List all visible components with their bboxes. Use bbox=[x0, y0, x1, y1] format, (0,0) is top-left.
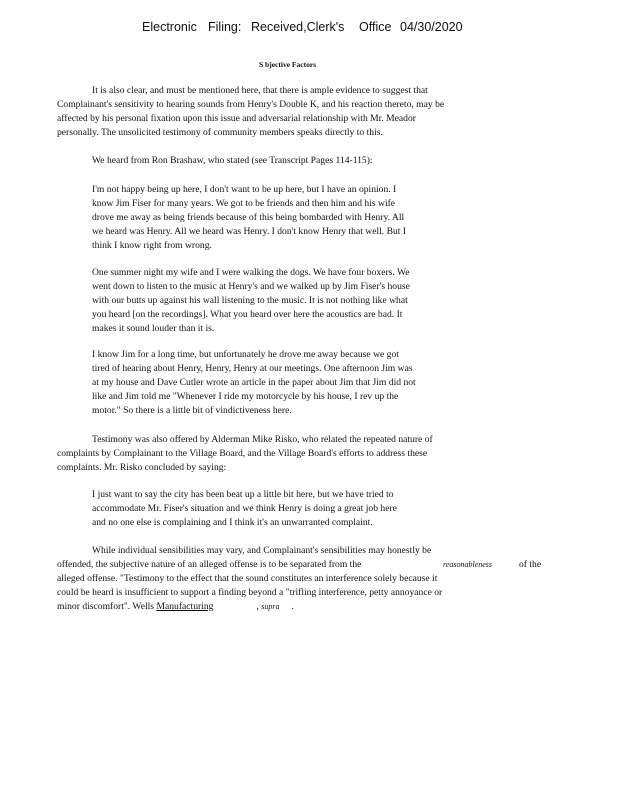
paragraph-line: personally. The unsolicited testimony of community members speaks directly to this. bbox=[57, 127, 383, 138]
quote-2 bbox=[92, 266, 410, 336]
paragraph-line: Testimony was also offered by Alderman Mike Risko, who related the repeated nature of bbox=[92, 434, 433, 445]
paragraph-line: complaints. Mr. Risko concluded by saying: bbox=[57, 462, 227, 473]
emphasis-reasonableness: reasonableness bbox=[443, 560, 493, 569]
paragraph-line: While individual sensibilities may vary, and Complainant's sensibilities may honestly be bbox=[92, 545, 432, 556]
quote-4 bbox=[92, 488, 397, 530]
quote-line: we heard was Henry. All we heard was Henry. I don't know Henry that well. But I bbox=[92, 226, 407, 237]
paragraph-3 bbox=[57, 433, 433, 475]
quote-line: know Jim Fiser for many years. We got to be friends and then him and his wife bbox=[92, 198, 396, 209]
quote-line: like and Jim told me "Whenever I ride my motorcycle by his house, I rev up the bbox=[92, 391, 399, 402]
header-filing: Filing: bbox=[208, 20, 242, 34]
quote-line: I'm not happy being up here, I don't want to be up here, but I have an opinion. I bbox=[92, 184, 397, 195]
paragraph-2 bbox=[92, 154, 373, 168]
header-received: Received,Clerk's bbox=[251, 20, 345, 34]
citation-supra: supra bbox=[261, 602, 280, 611]
paragraph-line: It is also clear, and must be mentioned here, that there is ample evidence to suggest that bbox=[92, 85, 428, 96]
paragraph-4 bbox=[57, 544, 547, 614]
quote-line: I just want to say the city has been beat up a little bit here, but we have tried to bbox=[92, 489, 394, 500]
paragraph-line: Complainant's sensitivity to hearing sounds from Henry's Double K, and his reaction thereto, may be bbox=[57, 99, 445, 110]
section-title: S bjective Factors bbox=[259, 60, 317, 69]
header-date: 04/30/2020 bbox=[400, 20, 463, 34]
quote-line: at my house and Dave Cutler wrote an article in the paper about Jim that Jim did not bbox=[92, 377, 416, 388]
quote-line: motor." So there is a little bit of vindictiveness here. bbox=[92, 405, 292, 416]
header-office: Office bbox=[359, 20, 392, 34]
paragraph-text: offended, the subjective nature of an alleged offense is to be separated from the bbox=[57, 559, 362, 570]
quote-line: One summer night my wife and I were walking the dogs. We have four boxers. We bbox=[92, 267, 410, 278]
header-electronic: Electronic bbox=[142, 20, 197, 34]
quote-line: you heard [on the recordings]. What you heard over here the acoustics are bad. It bbox=[92, 309, 403, 320]
paragraph-line: could be heard is insufficient to support a finding beyond a "trifling interference, petty annoyance or bbox=[57, 587, 443, 598]
quote-3 bbox=[92, 348, 416, 418]
citation-case-name: Manufacturing bbox=[156, 601, 214, 612]
paragraph-line: alleged offense. "Testimony to the effect that the sound constitutes an interference solely because it bbox=[57, 573, 438, 584]
quote-line: went down to listen to the music at Henry's and we walked up by Jim Fiser's house bbox=[92, 281, 410, 292]
paragraph-text: , bbox=[256, 601, 262, 612]
quote-1 bbox=[92, 183, 406, 253]
quote-line: and no one else is complaining and I think it's an unwarranted complaint. bbox=[92, 517, 373, 528]
paragraph-line: complaints by Complainant to the Village Board, and the Village Board's efforts to address these bbox=[57, 448, 428, 459]
quote-line: accommodate Mr. Fiser's situation and we think Henry is doing a great job here bbox=[92, 503, 397, 514]
paragraph-text: of the bbox=[519, 559, 542, 570]
paragraph-line: We heard from Ron Brashaw, who stated (see Transcript Pages 114-115): bbox=[92, 155, 373, 166]
quote-line: think I know right from wrong. bbox=[92, 240, 212, 251]
quote-line: drove me away as being friends because of this being bombarded with Henry. All bbox=[92, 212, 405, 223]
quote-line: with our butts up against his wall listening to the music. It is not nothing like what bbox=[92, 295, 408, 306]
paragraph-text: minor discomfort". Wells bbox=[57, 601, 157, 612]
paragraph-line: affected by his personal fixation upon this issue and adversarial relationship with Mr. Meador bbox=[57, 113, 416, 124]
paragraph-1 bbox=[57, 84, 444, 140]
quote-line: makes it sound louder than it is. bbox=[92, 323, 215, 334]
paragraph-line bbox=[57, 600, 547, 614]
paragraph-text: . bbox=[291, 601, 294, 612]
paragraph-line bbox=[57, 558, 547, 572]
quote-line: I know Jim for a long time, but unfortunately he drove me away because we got bbox=[92, 349, 399, 360]
quote-line: tired of hearing about Henry, Henry, Henry at our meetings. One afternoon Jim was bbox=[92, 363, 413, 374]
